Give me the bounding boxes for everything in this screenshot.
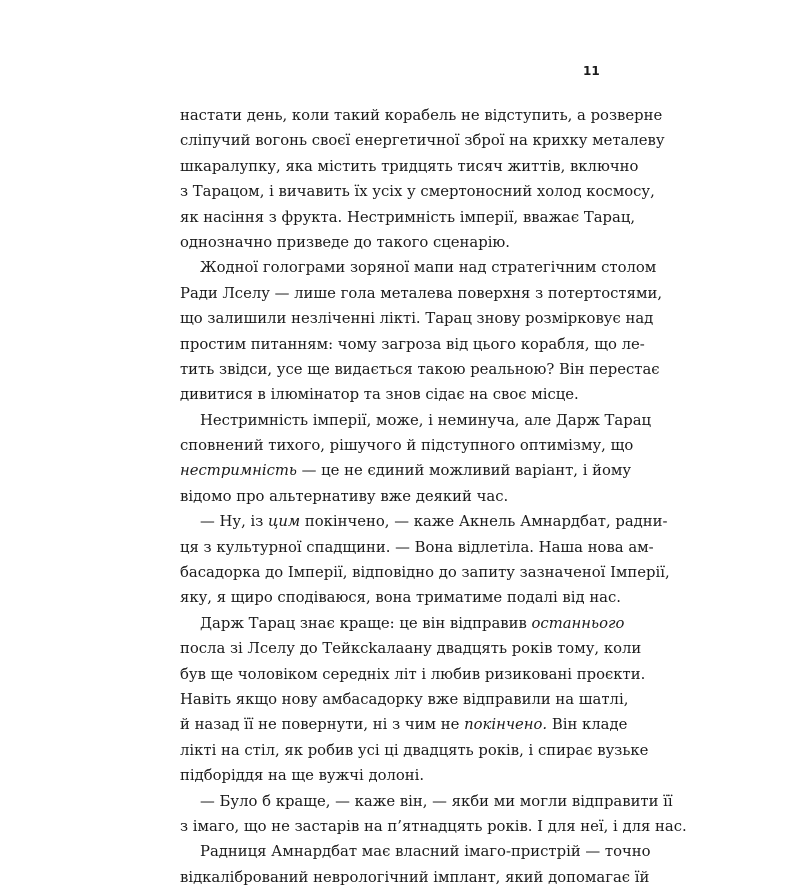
text-line: басадорка до Імперії, відповідно до запиту зазначеної Імперії,: [180, 564, 670, 582]
text-segment: — Ну, із: [200, 513, 269, 531]
text-line: сліпучий вогонь своєї енергетичної зброї на крихку металеву: [180, 132, 665, 150]
text-line: тить звідси, усе ще видається такою реальною? Він перестає: [180, 360, 660, 378]
text-line: як насіння з фрукта. Нестримність імперії, вважає Тарац,: [180, 208, 636, 226]
text-line: простим питанням: чому загроза від цього корабля, що ле-: [180, 335, 645, 353]
text-line: [180, 611, 625, 636]
text-line: з імаго, що не застарів на п’ятнадцять років. І для неї, і для нас.: [180, 817, 687, 835]
page-number: 11: [583, 64, 600, 78]
text-line: [180, 509, 668, 534]
text-line: яку, я щиро сподіваюся, вона триматиме подалі від нас.: [180, 589, 621, 607]
text-line: лікті на стіл, як робив усі ці двадцять років, і спирає вузьке: [180, 741, 649, 759]
text-line: однозначно призведе до такого сценарію.: [180, 233, 511, 251]
text-line: ця з культурної спадщини. — Вона відлетіла. Наша нова ам-: [180, 538, 654, 556]
text-line: [180, 712, 628, 737]
text-line: [180, 458, 632, 483]
text-segment: — це не єдиний можливий варіант, і йому: [296, 462, 632, 480]
text-line: Радниця Амнардбат має власний імаго-пристрій — точно: [200, 843, 651, 861]
text-segment: покінчено, — каже Акнель Амнардбат, радни-: [300, 513, 668, 531]
text-line: Жодної голограми зоряної мапи над стратегічним столом: [200, 259, 657, 277]
text-line: — Було б краще, — каже він, — якби ми могли відправити її: [200, 792, 673, 810]
text-line: настати день, коли такий корабель не відступить, а розверне: [180, 107, 663, 124]
text-line: підборіддя на ще вужчі долоні.: [180, 767, 425, 785]
text-segment: й назад її не повернути, ні з чим не: [180, 716, 465, 734]
text-line: що залишили незліченні лікті. Тарац знову розмірковує над: [180, 310, 654, 328]
text-line: посла зі Лселу до Тейксkалаану двадцять років тому, коли: [180, 640, 642, 658]
text-segment: Дарж Тарац знає краще: це він відправив: [200, 614, 532, 632]
text-line: Ради Лселу — лише гола металева поверхня з потертостями,: [180, 284, 663, 302]
text-line: шкаралупку, яка містить тридцять тисяч життів, включно: [180, 157, 639, 175]
italic-text: покінчено.: [464, 716, 548, 734]
text-line: з Тарацом, і вичавить їх усіх у смертоносний холод космосу,: [180, 183, 655, 201]
text-line: Навіть якщо нову амбасадорку вже відправили на шатлі,: [180, 690, 629, 708]
text-line: був ще чоловіком середніх літ і любив ризиковані проєкти.: [180, 665, 646, 683]
text-line: Нестримність імперії, може, і неминуча, але Дарж Тарац: [200, 411, 652, 429]
text-line: сповнений тихого, рішучого й підступного оптимізму, що: [180, 437, 634, 455]
body-text: [180, 103, 687, 890]
italic-text: останнього: [531, 614, 625, 632]
text-segment: Він кладе: [547, 716, 628, 734]
text-line: відкалібрований неврологічний імплант, який допомагає їй: [180, 868, 650, 886]
italic-text: цим: [268, 513, 301, 531]
italic-text: нестримність: [180, 462, 297, 480]
text-line: дивитися в ілюмінатор та знов сідає на своє місце.: [180, 386, 579, 404]
text-line: відомо про альтернативу вже деякий час.: [180, 487, 509, 505]
